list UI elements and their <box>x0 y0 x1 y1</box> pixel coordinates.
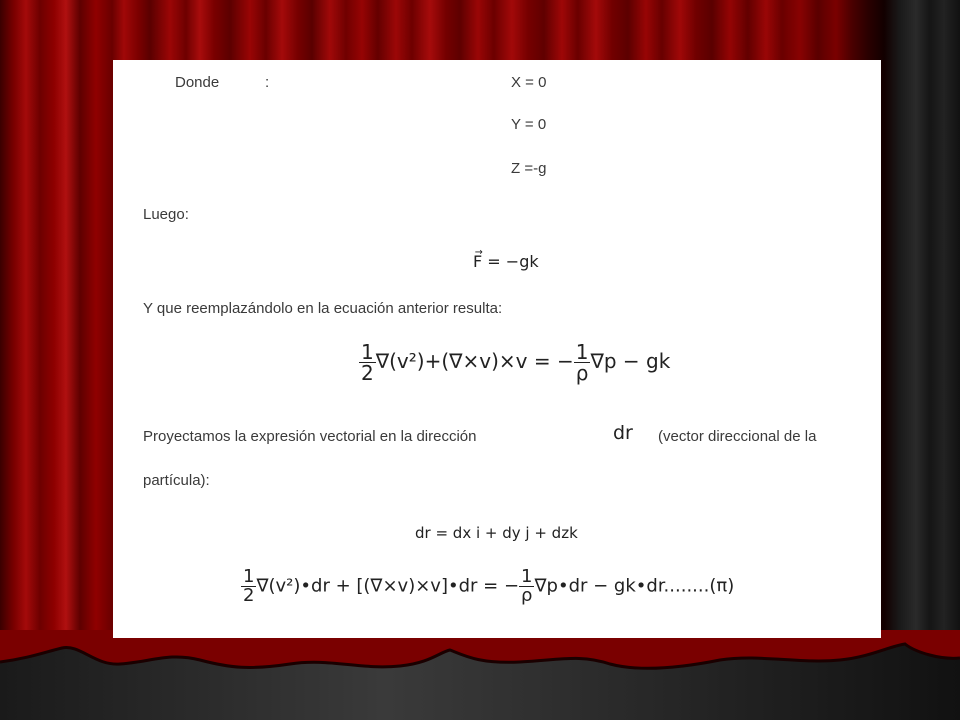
condition-z: Z =-g <box>511 160 547 177</box>
euler-half-fraction <box>359 342 376 383</box>
fraction-numerator: 1 <box>575 340 589 364</box>
condition-x: X = 0 <box>511 74 547 91</box>
fraction-denominator: 2 <box>361 361 374 385</box>
fraction-denominator: ρ <box>575 361 589 385</box>
proyect-text-3: partícula): <box>143 472 210 489</box>
fraction-numerator: 1 <box>521 566 533 587</box>
fraction-denominator: 2 <box>243 585 255 606</box>
reemplazo-text: Y que reemplazándolo en la ecuación anterior resulta: <box>143 300 503 317</box>
force-rhs: −gk <box>505 252 539 271</box>
fraction-denominator: ρ <box>521 585 533 606</box>
curtain-hem <box>0 630 960 720</box>
condition-y: Y = 0 <box>511 116 547 133</box>
final-term-1: ∇(v²)•dr + [(∇×v)×v]•dr = − <box>256 575 520 597</box>
final-term-2: ∇p•dr − gk•dr........(π) <box>534 575 735 597</box>
euler-equation <box>359 342 670 383</box>
final-equation <box>241 568 734 605</box>
proyect-text-1: Proyectamos la expresión vectorial en la dirección <box>143 428 477 445</box>
donde-colon: : <box>265 74 270 91</box>
fraction-numerator: 1 <box>361 340 374 364</box>
dr-symbol: dr <box>613 422 633 444</box>
euler-rho-fraction <box>574 342 591 383</box>
luego-label: Luego: <box>143 206 189 223</box>
slide-content <box>113 60 881 638</box>
euler-term-1: ∇(v²)+(∇×v)×v = − <box>375 349 574 373</box>
final-rho-fraction <box>519 568 534 605</box>
force-lhs: → F <box>473 252 482 271</box>
fraction-numerator: 1 <box>243 566 255 587</box>
dr-equation: dr = dx i + dy j + dzk <box>415 524 578 542</box>
euler-term-2: ∇p − gk <box>590 349 671 373</box>
force-equation <box>473 252 539 271</box>
proyect-text-2: (vector direccional de la <box>658 428 817 445</box>
force-op: = <box>487 252 501 271</box>
final-half-fraction <box>241 568 256 605</box>
donde-label: Donde <box>175 74 220 91</box>
